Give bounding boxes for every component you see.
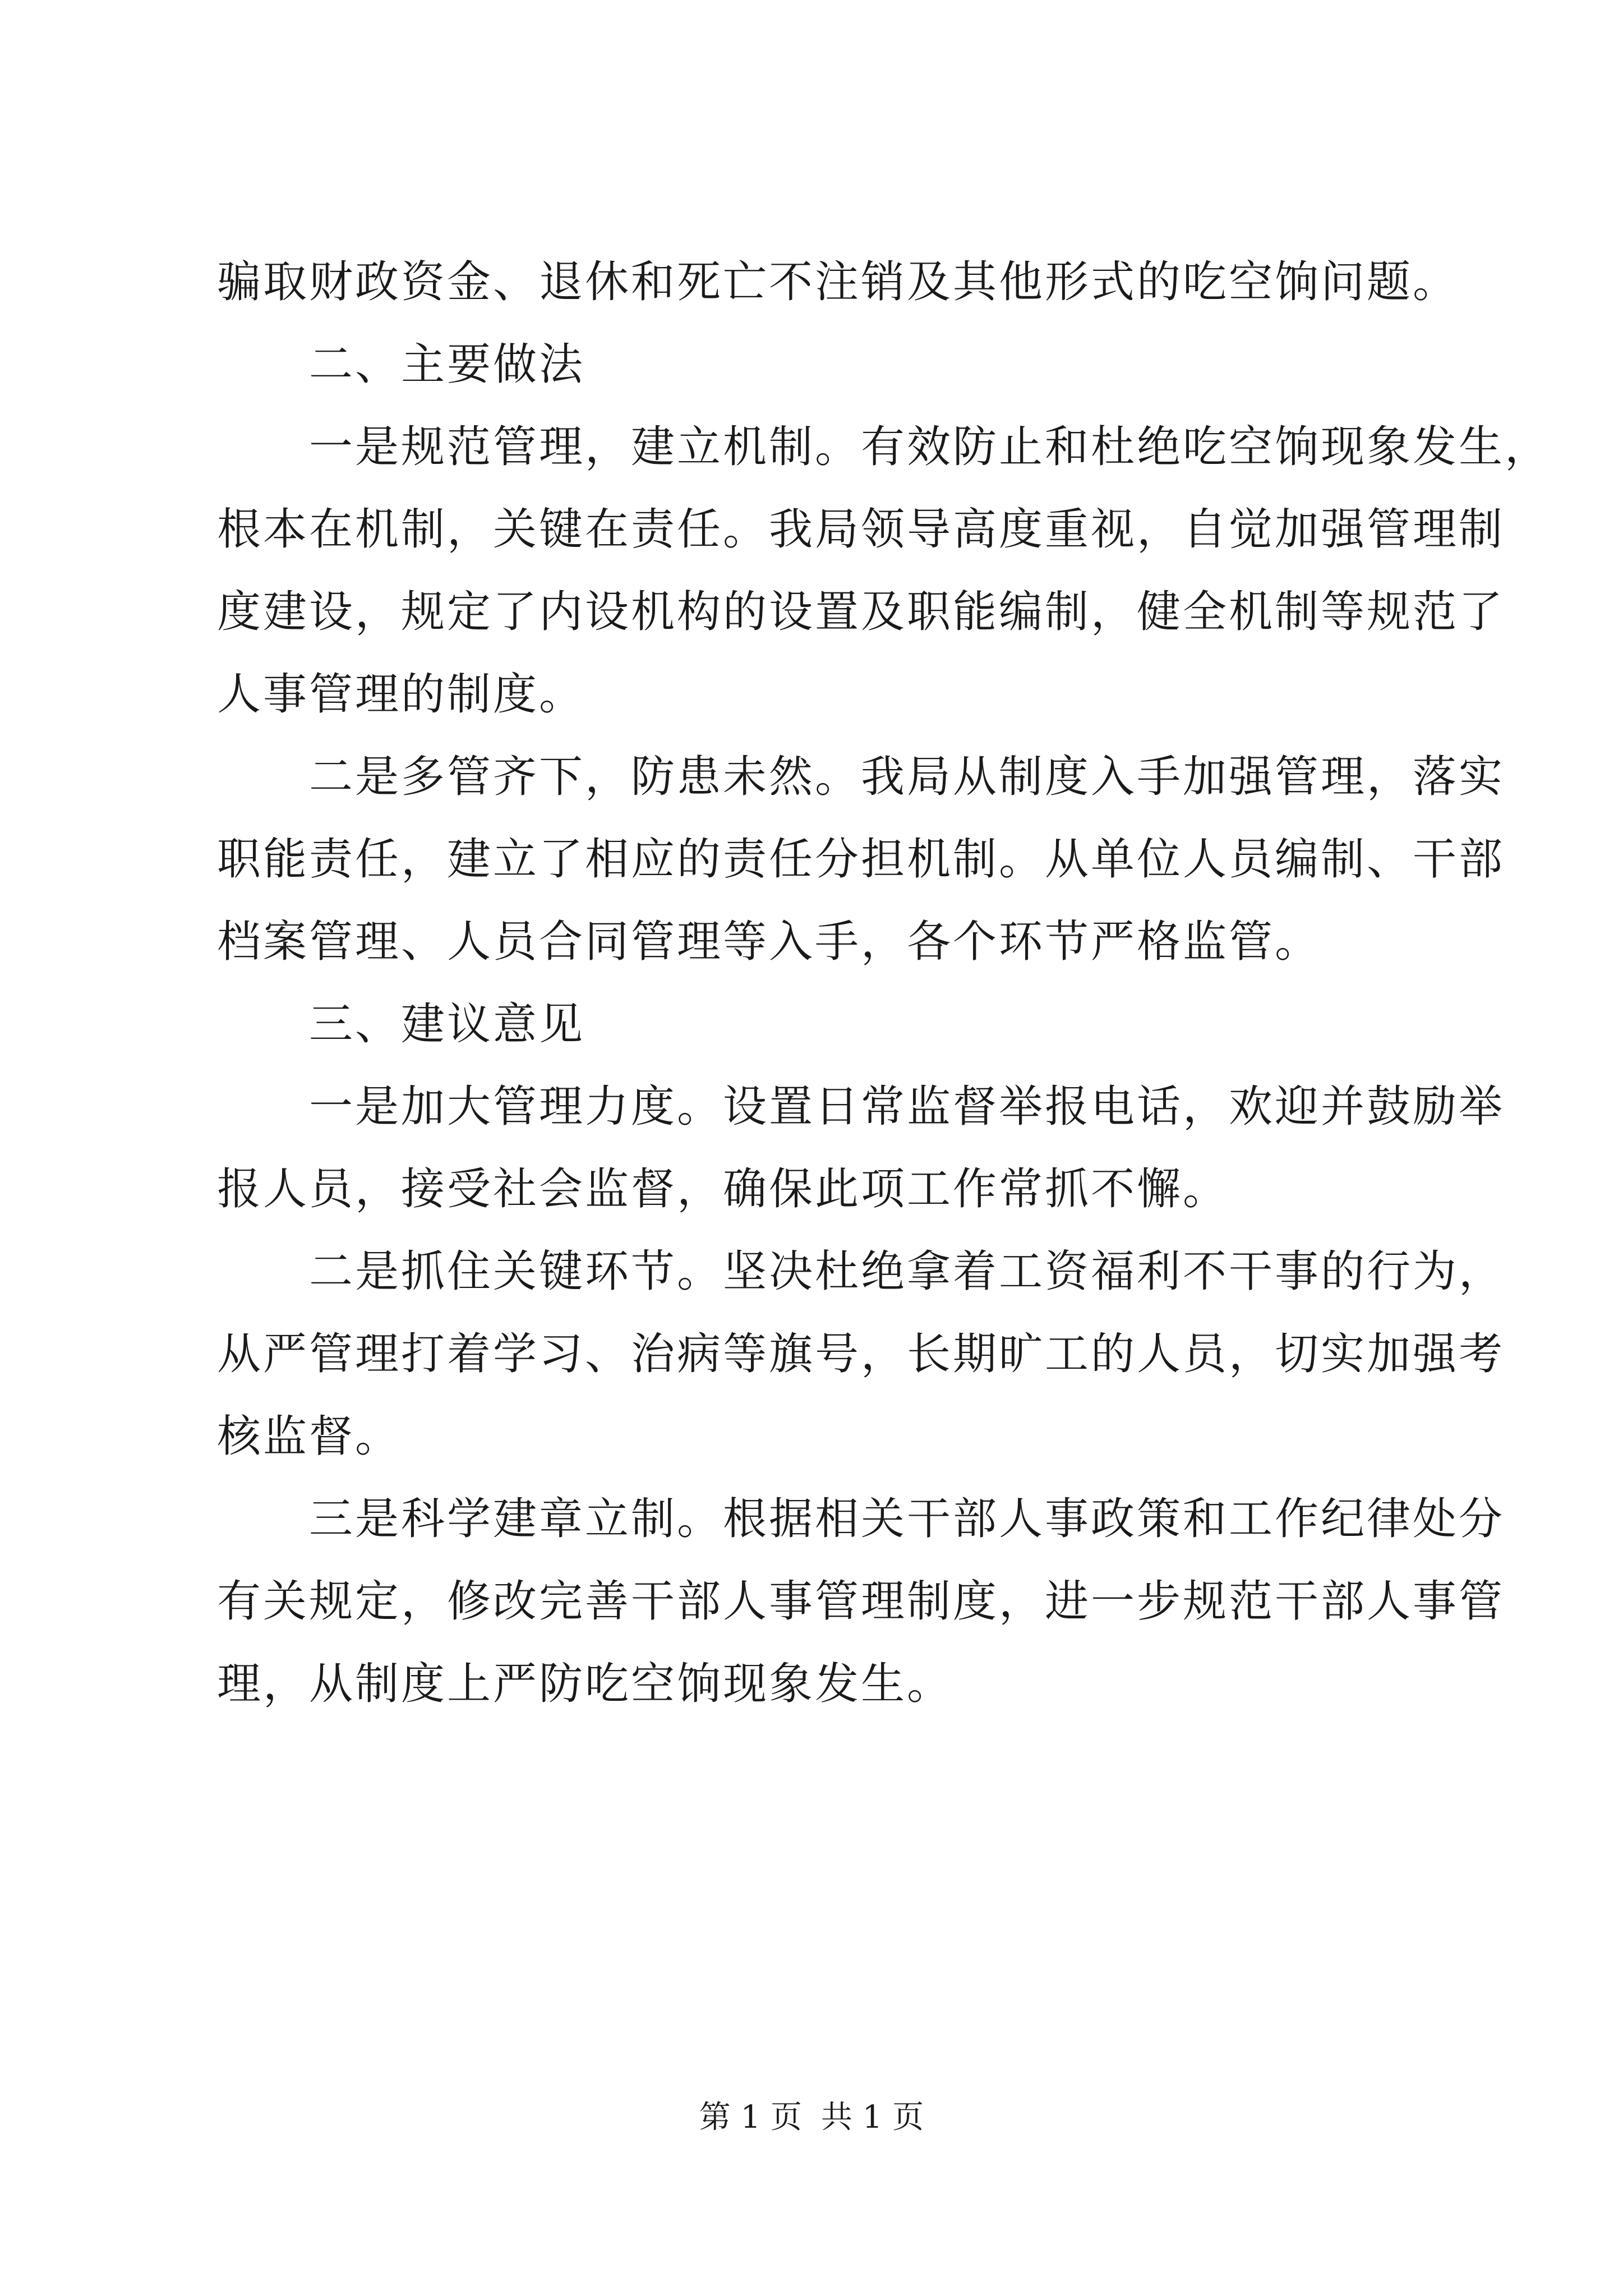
body-line: 骗取财政资金、退休和死亡不注销及其他形式的吃空饷问题。 bbox=[217, 257, 1459, 307]
paragraph-line: 人事管理的制度。 bbox=[217, 669, 585, 720]
section-heading: 三、建议意见 bbox=[309, 999, 585, 1050]
page-number: 第 1 页 bbox=[699, 2099, 802, 2136]
section-heading: 二、主要做法 bbox=[309, 339, 585, 390]
paragraph-line: 报人员，接受社会监督，确保此项工作常抓不懈。 bbox=[217, 1164, 1229, 1214]
paragraph-line: 一是加大管理力度。设置日常监督举报电话，欢迎并鼓励举 bbox=[309, 1082, 1505, 1132]
paragraph-line: 一是规范管理，建立机制。有效防止和杜绝吃空饷现象发生， bbox=[309, 422, 1551, 472]
document-body bbox=[217, 241, 1551, 1726]
paragraph-line: 有关规定，修改完善干部人事管理制度，进一步规范干部人事管 bbox=[217, 1576, 1505, 1627]
page-total: 共 1 页 bbox=[821, 2099, 924, 2136]
paragraph-line: 档案管理、人员合同管理等入手，各个环节严格监管。 bbox=[217, 917, 1321, 967]
page-footer bbox=[0, 2092, 1623, 2137]
paragraph-line: 根本在机制，关键在责任。我局领导高度重视，自觉加强管理制 bbox=[217, 504, 1505, 555]
paragraph-line: 二是抓住关键环节。坚决杜绝拿着工资福利不干事的行为， bbox=[309, 1246, 1505, 1297]
paragraph-line: 三是科学建章立制。根据相关干部人事政策和工作纪律处分 bbox=[309, 1494, 1505, 1544]
paragraph-line: 理，从制度上严防吃空饷现象发生。 bbox=[217, 1659, 953, 1709]
paragraph-line: 二是多管齐下，防患未然。我局从制度入手加强管理，落实 bbox=[309, 752, 1505, 802]
paragraph-line: 从严管理打着学习、治病等旗号，长期旷工的人员，切实加强考 bbox=[217, 1329, 1505, 1379]
paragraph-line: 职能责任，建立了相应的责任分担机制。从单位人员编制、干部 bbox=[217, 834, 1505, 885]
paragraph-line: 核监督。 bbox=[217, 1411, 402, 1462]
paragraph-line: 度建设，规定了内设机构的设置及职能编制，健全机制等规范了 bbox=[217, 587, 1505, 637]
